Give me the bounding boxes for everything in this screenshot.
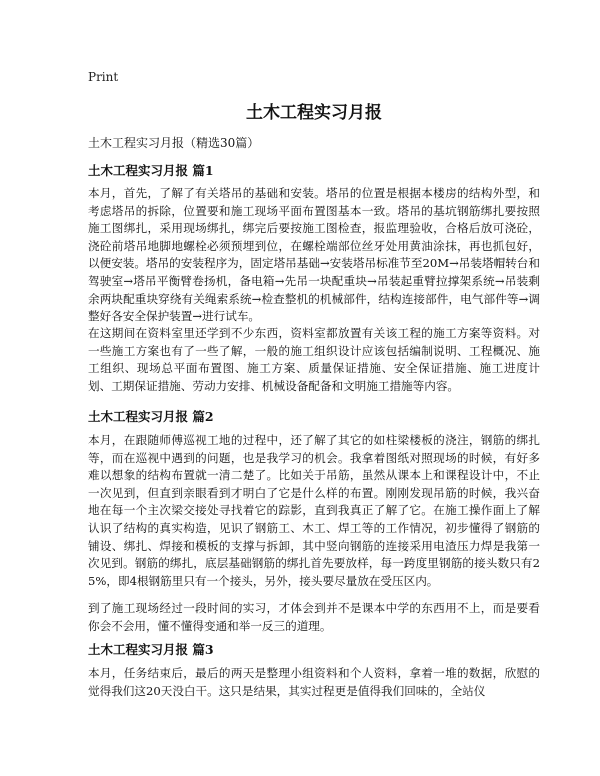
print-label: Print [88,70,119,84]
section-3-paragraph-1: 本月，任务结束后，最后的两天是整理小组资料和个人资料，拿着一堆的数据，欣慰的觉得我们这20天没白干。这只是结果，其实过程更是值得我们回味的，全站仪 [88,666,540,698]
section-heading-3: 土木工程实习月报 篇3 [88,642,214,657]
section-heading-1: 土木工程实习月报 篇1 [88,163,214,178]
section-1-paragraph-1: 本月，首先，了解了有关塔吊的基础和安装。塔吊的位置是根据本楼房的结构外型，和考虑塔吊的拆除，位置要和施工现场平面布置图基本一致。塔吊的基坑钢筋绑扎要按照施工图绑扎，采用现场绑扎，绑完后要按施工图检查，报监理验收，合格后放可浇砼，浇砼前塔吊地脚地螺栓必须预埋到位，在螺栓端部位丝牙处用黄油涂抹，再也抓包好，以便安装。塔吊的安装程序为，固定塔吊基础→安装塔吊标准节至20M→吊装塔帽转台和驾驶室→塔吊平衡臂卷扬机，备电箱→先吊一块配重块→吊装起重臂拉撑架系统→吊装剩余两块配重块穿绕有关绳索系统→检查整机的机械部件，结构连接部件，电气部件等→调整好各安全保护装置→进行试车。 [88,186,540,324]
section-2-paragraph-2: 到了施工现场经过一段时间的实习，才体会到并不是课本中学的东西用不上，而是要看你会不会用，懂不懂得变通和举一反三的道理。 [88,601,540,633]
document-subtitle: 土木工程实习月报（精选30篇） [88,136,260,150]
document-title: 土木工程实习月报 [246,103,382,123]
section-heading-2: 土木工程实习月报 篇2 [88,409,214,424]
section-2-paragraph-1: 本月，在跟随师傅巡视工地的过程中，还了解了其它的如柱梁楼板的浇注，钢筋的绑扎等，而在巡视中遇到的问题，也是我学习的机会。我拿着图纸对照现场的时候，有好多难以想象的结构布置就一清二楚了。比如关于吊筋，虽然从课本上和课程设计中，不止一次见到，但直到亲眼看到才明白了它是什么样的布置。刚刚发现吊筋的时候，我兴奋地在每一个主次梁交接处寻找着它的踪影，直到我真正了解了它。在施工操作面上了解认识了结构的真实构造，见识了钢筋工、木工、焊工等的工作情况，初步懂得了钢筋的铺设、绑扎、焊接和模板的支撑与拆卸，其中竖向钢筋的连接采用电渣压力焊是我第一次见到。钢筋的绑扎，底层基础钢筋的绑扎首先要放样，每一跨度里钢筋的接头数只有25%，即4根钢筋里只有一个接头，另外，接头要尽量放在受压区内。 [88,433,540,588]
section-1-paragraph-2: 在这期间在资料室里还学到不少东西，资料室都放置有关该工程的施工方案等资料。对一些施工方案也有了一些了解，一般的施工组织设计应该包括编制说明、工程概况、施工组织、现场总平面布置图、施工方案、质量保证措施、安全保证措施、施工进度计划、工期保证措施、劳动力安排、机械设备配备和文明施工措施等内容。 [88,326,540,393]
